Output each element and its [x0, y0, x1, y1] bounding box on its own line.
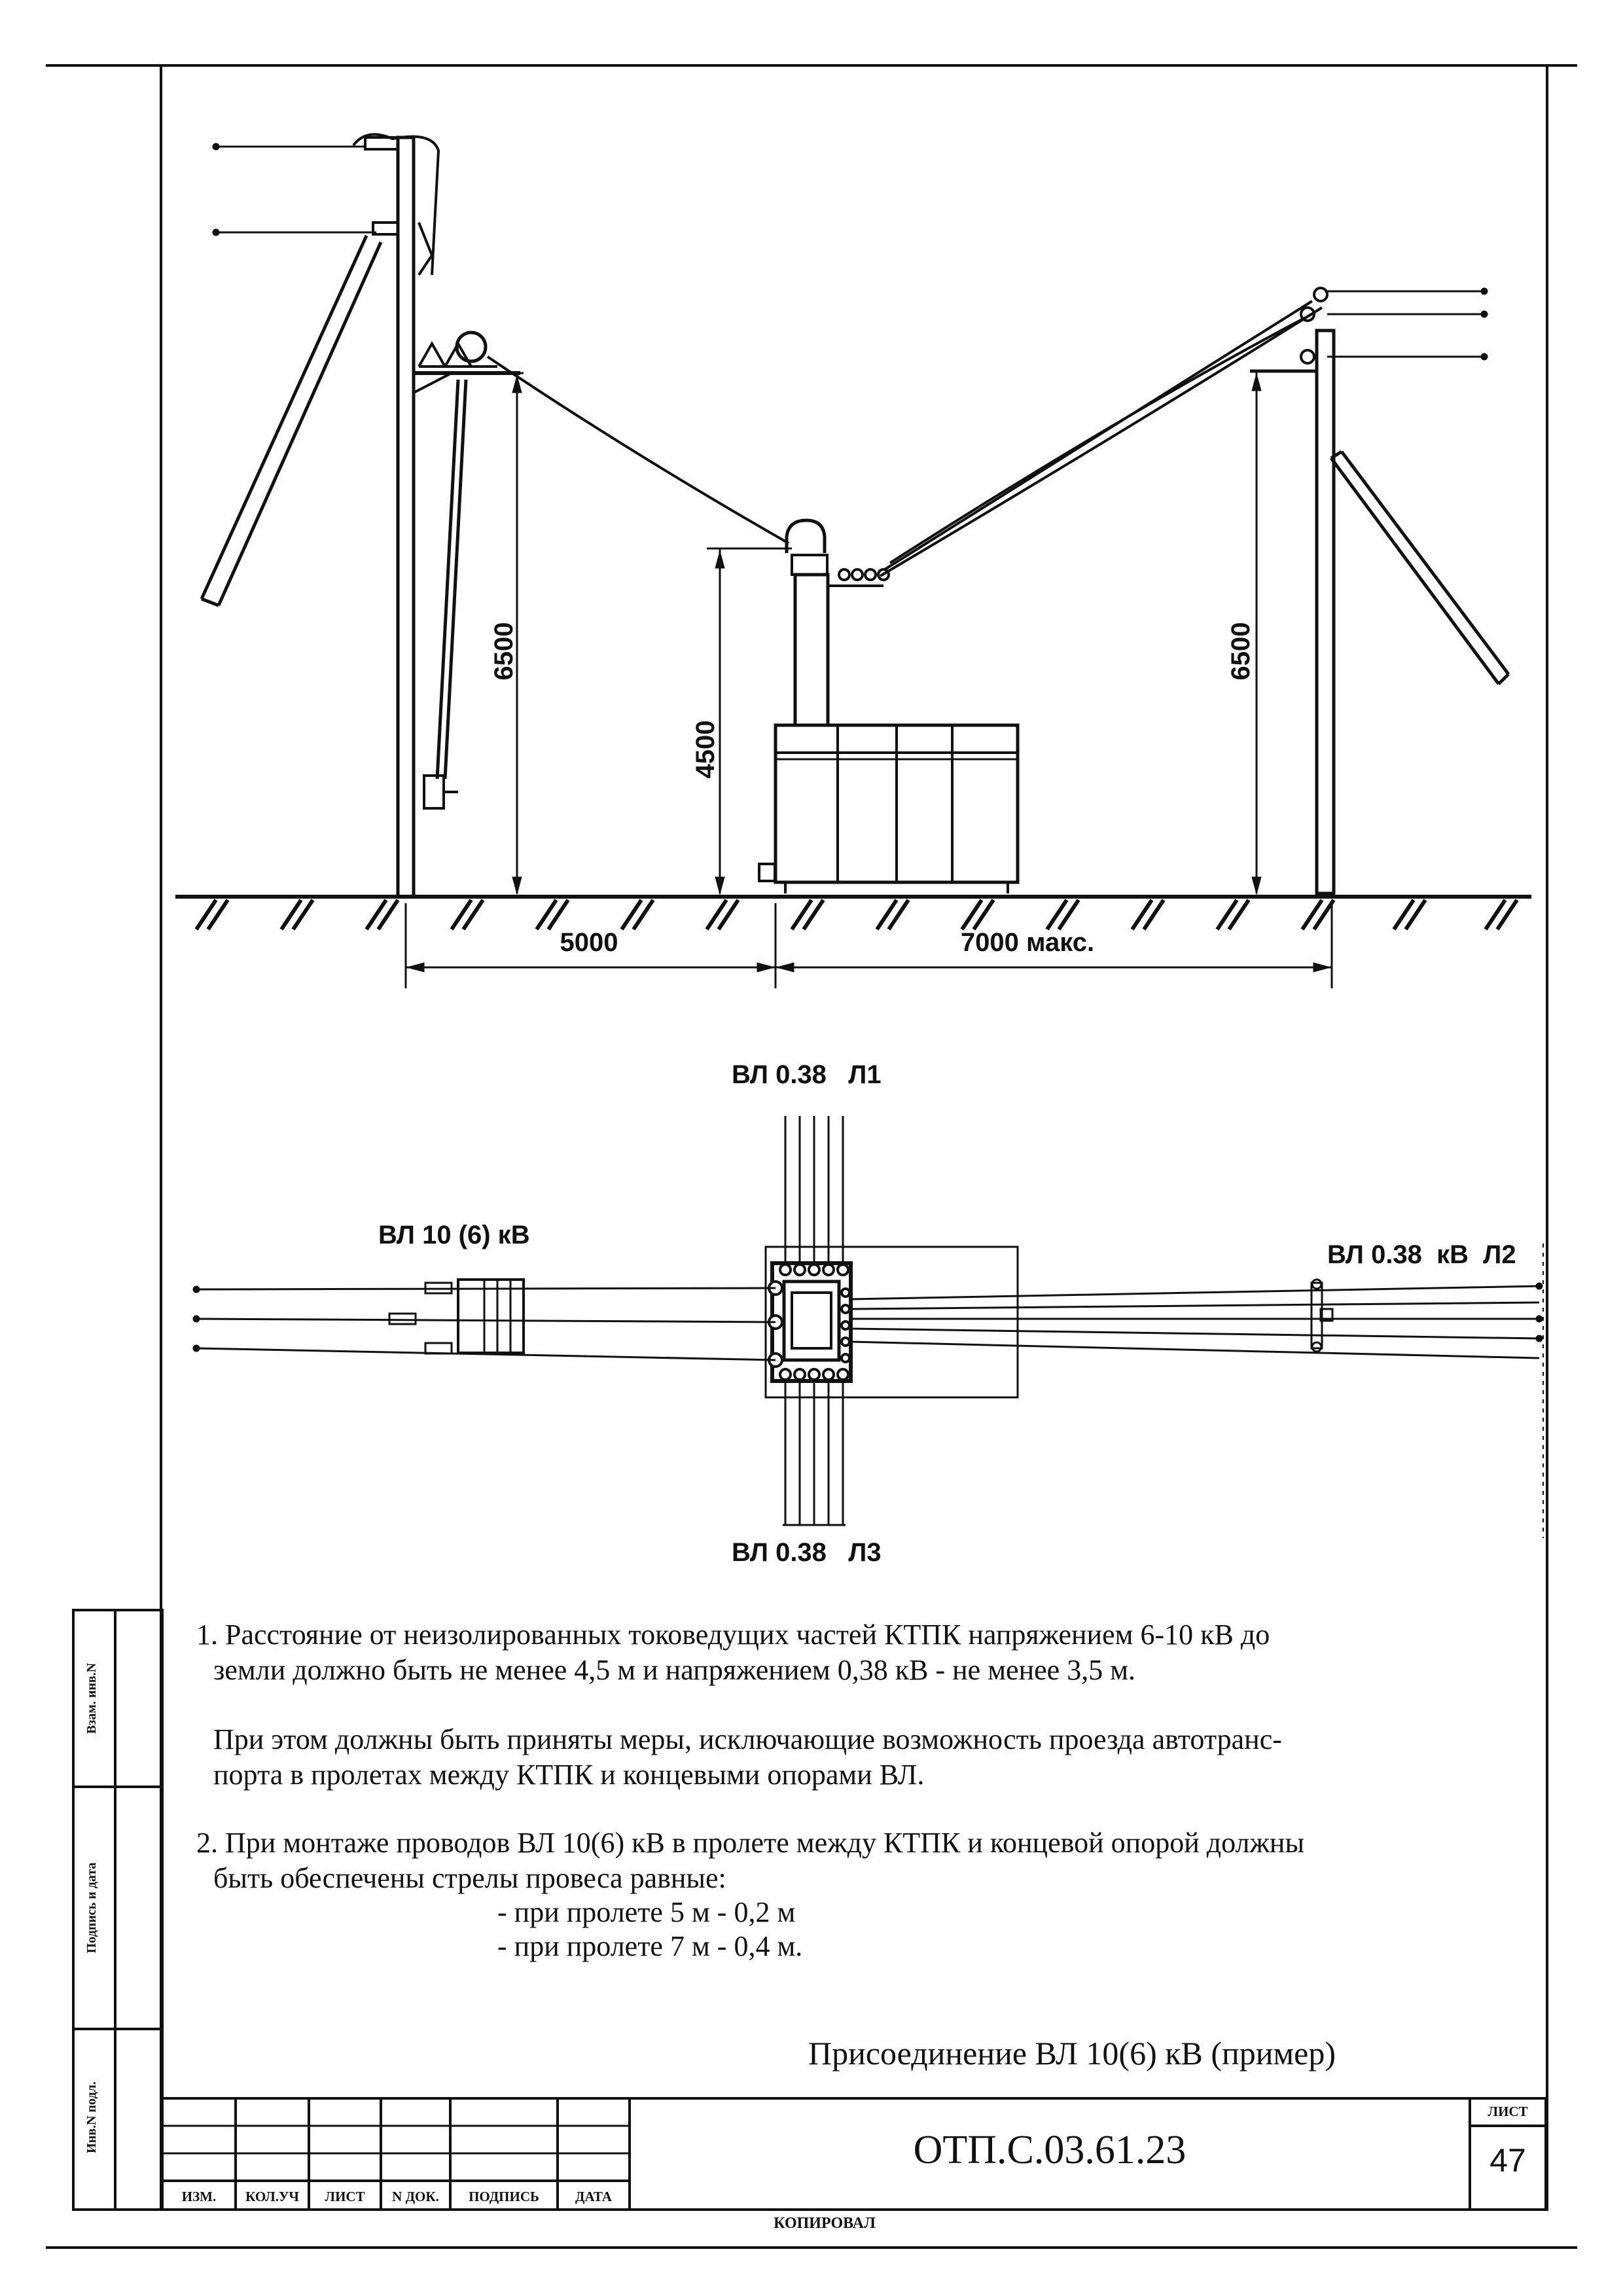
- side-inv-podl-label: Инв.N подл.: [84, 2081, 99, 2153]
- col-kolych: КОЛ.УЧ: [245, 2189, 299, 2204]
- col-ndok: N ДОК.: [392, 2189, 439, 2204]
- note-2-line-4: - при пролете 7 м - 0,4 м.: [497, 1930, 803, 1962]
- note-1-line-2: земли должно быть не менее 4,5 м и напряжением 0,38 кВ - не менее 3,5 м.: [213, 1654, 1136, 1686]
- dim-span-right: 7000 макс.: [960, 928, 1095, 957]
- dim-left-height: 6500: [490, 622, 518, 681]
- side-podpis-data-label: Подпись и дата: [84, 1862, 99, 1954]
- col-podpis: ПОДПИСЬ: [469, 2189, 539, 2204]
- dim-right-height: 6500: [1226, 622, 1255, 681]
- note-2-line-1: 2. При монтаже проводов ВЛ 10(6) кВ в пролете между КТПК и концевой опорой должны: [196, 1827, 1305, 1859]
- note-1-line-4: порта в пролетах между КТПК и концевыми опорами ВЛ.: [213, 1759, 925, 1791]
- note-1-line-3: При этом должны быть приняты меры, исключающие возможность проезда автотранс-: [213, 1723, 1282, 1755]
- col-izm: ИЗМ.: [181, 2189, 217, 2204]
- side-vzam-label: Взам. инв.N: [84, 1662, 99, 1734]
- plan-label-top: ВЛ 0.38 Л1: [732, 1060, 882, 1089]
- footer-copied: КОПИРОВАЛ: [774, 2215, 876, 2232]
- col-data: ДАТА: [575, 2189, 612, 2204]
- plan-label-left: ВЛ 10 (6) кВ: [378, 1221, 530, 1249]
- elevation-view: [175, 134, 1531, 988]
- dim-center-height: 4500: [691, 720, 720, 779]
- title-block-grid: [73, 1610, 1546, 2210]
- dim-span-left: 5000: [560, 928, 618, 957]
- drawing-title: Присоединение ВЛ 10(6) кВ (пример): [808, 2035, 1336, 2072]
- note-1-line-1: 1. Расстояние от неизолированных токоведущих частей КТПК напряжением 6-10 кВ до: [196, 1619, 1270, 1651]
- plan-view: [193, 1116, 1543, 1538]
- note-2-line-2: быть обеспечены стрелы провеса равные:: [213, 1862, 726, 1894]
- document-code: ОТП.С.03.61.23: [913, 2128, 1186, 2172]
- plan-label-right: ВЛ 0.38 кВ Л2: [1327, 1240, 1516, 1269]
- note-2-line-3: - при пролете 5 м - 0,2 м: [497, 1896, 796, 1928]
- col-list: ЛИСТ: [325, 2189, 365, 2204]
- sheet-number: 47: [1489, 2142, 1526, 2179]
- plan-label-bottom: ВЛ 0.38 Л3: [732, 1538, 882, 1567]
- sheet-label: ЛИСТ: [1488, 2104, 1528, 2119]
